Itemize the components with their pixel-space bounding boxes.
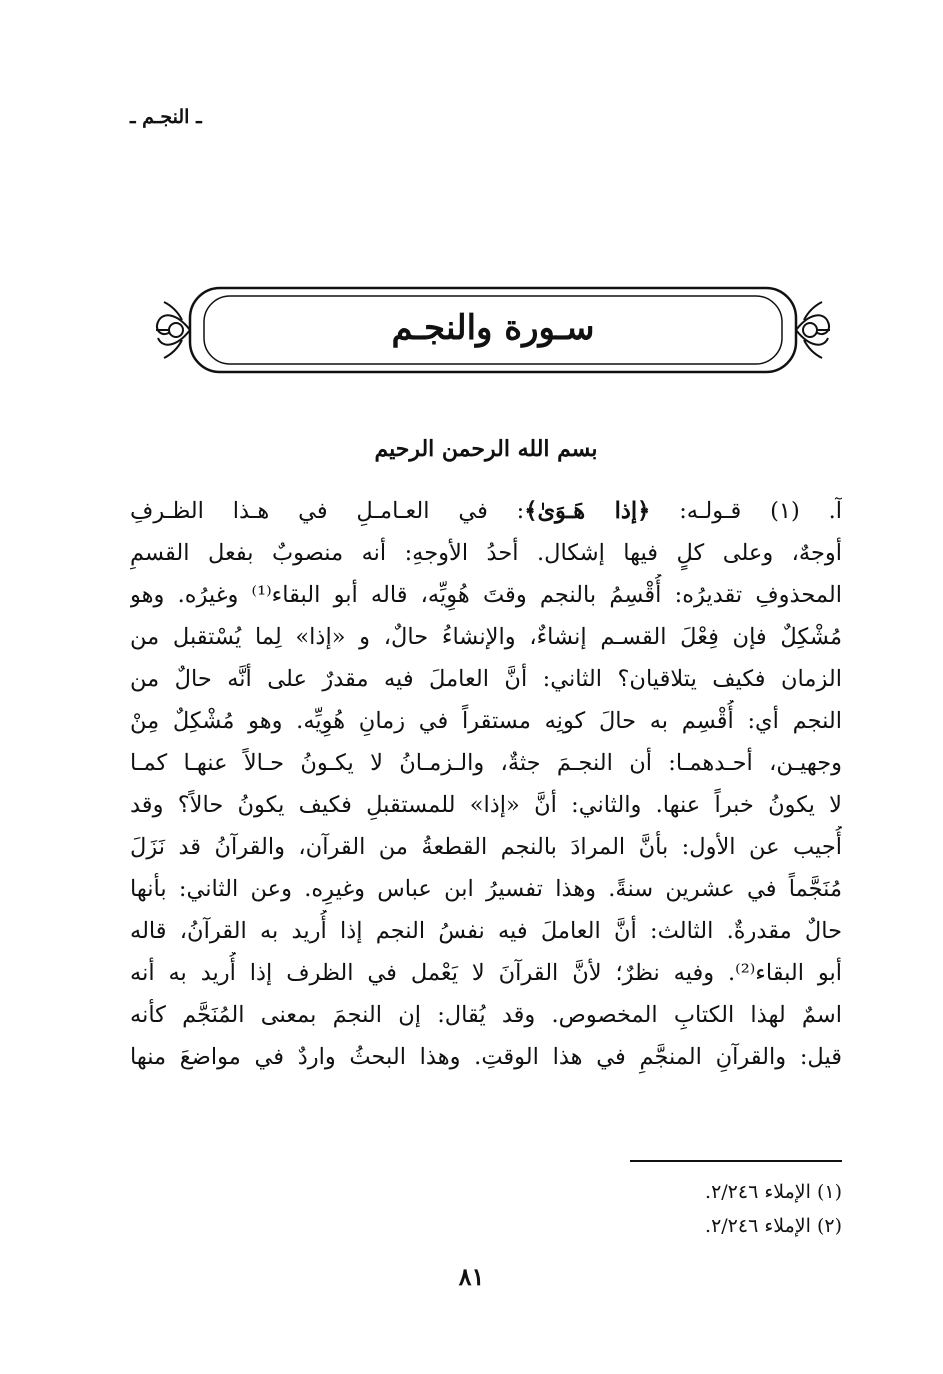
- text-line: أُجيب عن الأول: بأنَّ المرادَ بالنجم القطعةُ من القرآن، والقرآنُ قد نَزَلَ: [130, 834, 842, 860]
- basmala: بسم الله الرحمن الرحيم: [374, 436, 598, 462]
- text-line: قيل: والقرآنِ المنجَّمِ في هذا الوقتِ. وهذا البحثُ واردٌ في مواضعَ منها: [130, 1044, 842, 1070]
- commentary-body: [130, 490, 842, 1078]
- surah-title: سـورة والنجـم: [391, 308, 595, 348]
- text-line: أوجهٌ، وعلى كلٍ فيها إشكال. أحدُ الأوجهِ: أنه منصوبٌ بفعل القسمِ: [130, 540, 842, 566]
- surah-title-frame: [152, 282, 834, 378]
- footnote: (١) الإملاء ٢/٢٤٦.: [705, 1181, 842, 1203]
- text-line: أبو البقاء⁽²⁾. وفيه نظرٌ؛ لأنَّ القرآنَ لا يَعْمل في الظرف إذا أُريد به أنه: [130, 960, 842, 986]
- footnote: (٢) الإملاء ٢/٢٤٦.: [705, 1215, 842, 1237]
- text-line: [130, 490, 842, 532]
- running-header: ـ النجـم ـ: [130, 106, 202, 128]
- text-line: مُشْكِلٌ فإن فِعْلَ القسـم إنشاءٌ، والإنشاءُ حالٌ، و «إذا» لِما يُسْتقبل من: [130, 624, 842, 650]
- text-line: الزمان فكيف يتلاقيان؟ الثاني: أنَّ العاملَ فيه مقدرٌ على أنَّه حالٌ من: [130, 666, 842, 692]
- text-line: النجم أي: أُقْسِم به حالَ كونِه مستقراً في زمانِ هُوِيِّه. وهو مُشْكِلٌ مِنْ: [130, 708, 842, 734]
- text-line: المحذوفِ تقديرُه: أُقْسِمُ بالنجم وقتَ هُوِيِّه، قاله أبو البقاء⁽¹⁾ وغيرُه. وهو: [130, 582, 842, 608]
- page-number: ٨١: [458, 1262, 485, 1291]
- text-line: مُنَجَّماً في عشرين سنةً. وهذا تفسيرُ ابن عباس وغيرِه. وعن الثاني: بأنها: [130, 876, 842, 902]
- text-line: لا يكونُ خبراً عنها. والثاني: أنَّ «إذا» للمستقبلِ فكيف يكونُ حالاً؟ وقد: [130, 792, 842, 818]
- text-line: وجهيـن، أحـدهمـا: أن النجـمَ جثةٌ، والـزمـانُ لا يكـونُ حـالاً عنهـا كمـا: [130, 750, 842, 776]
- quranic-quote: ﴿إذا هَـوَىٰ﴾: [524, 498, 651, 524]
- footnote-divider: [630, 1160, 842, 1162]
- footnotes: [500, 1175, 842, 1243]
- verse-number-prefix: آ. (١) قـولـه:: [650, 498, 842, 524]
- opening-text: : في العـامـلِ في هـذا الظـرفِ: [130, 498, 525, 524]
- text-line: اسمٌ لهذا الكتابِ المخصوص. وقد يُقال: إن النجمَ بمعنى المُنَجَّم كأنه: [130, 1002, 842, 1028]
- text-line: حالٌ مقدرةٌ. الثالث: أنَّ العاملَ فيه نفسُ النجم إذا أُريد به القرآنُ، قاله: [130, 918, 842, 944]
